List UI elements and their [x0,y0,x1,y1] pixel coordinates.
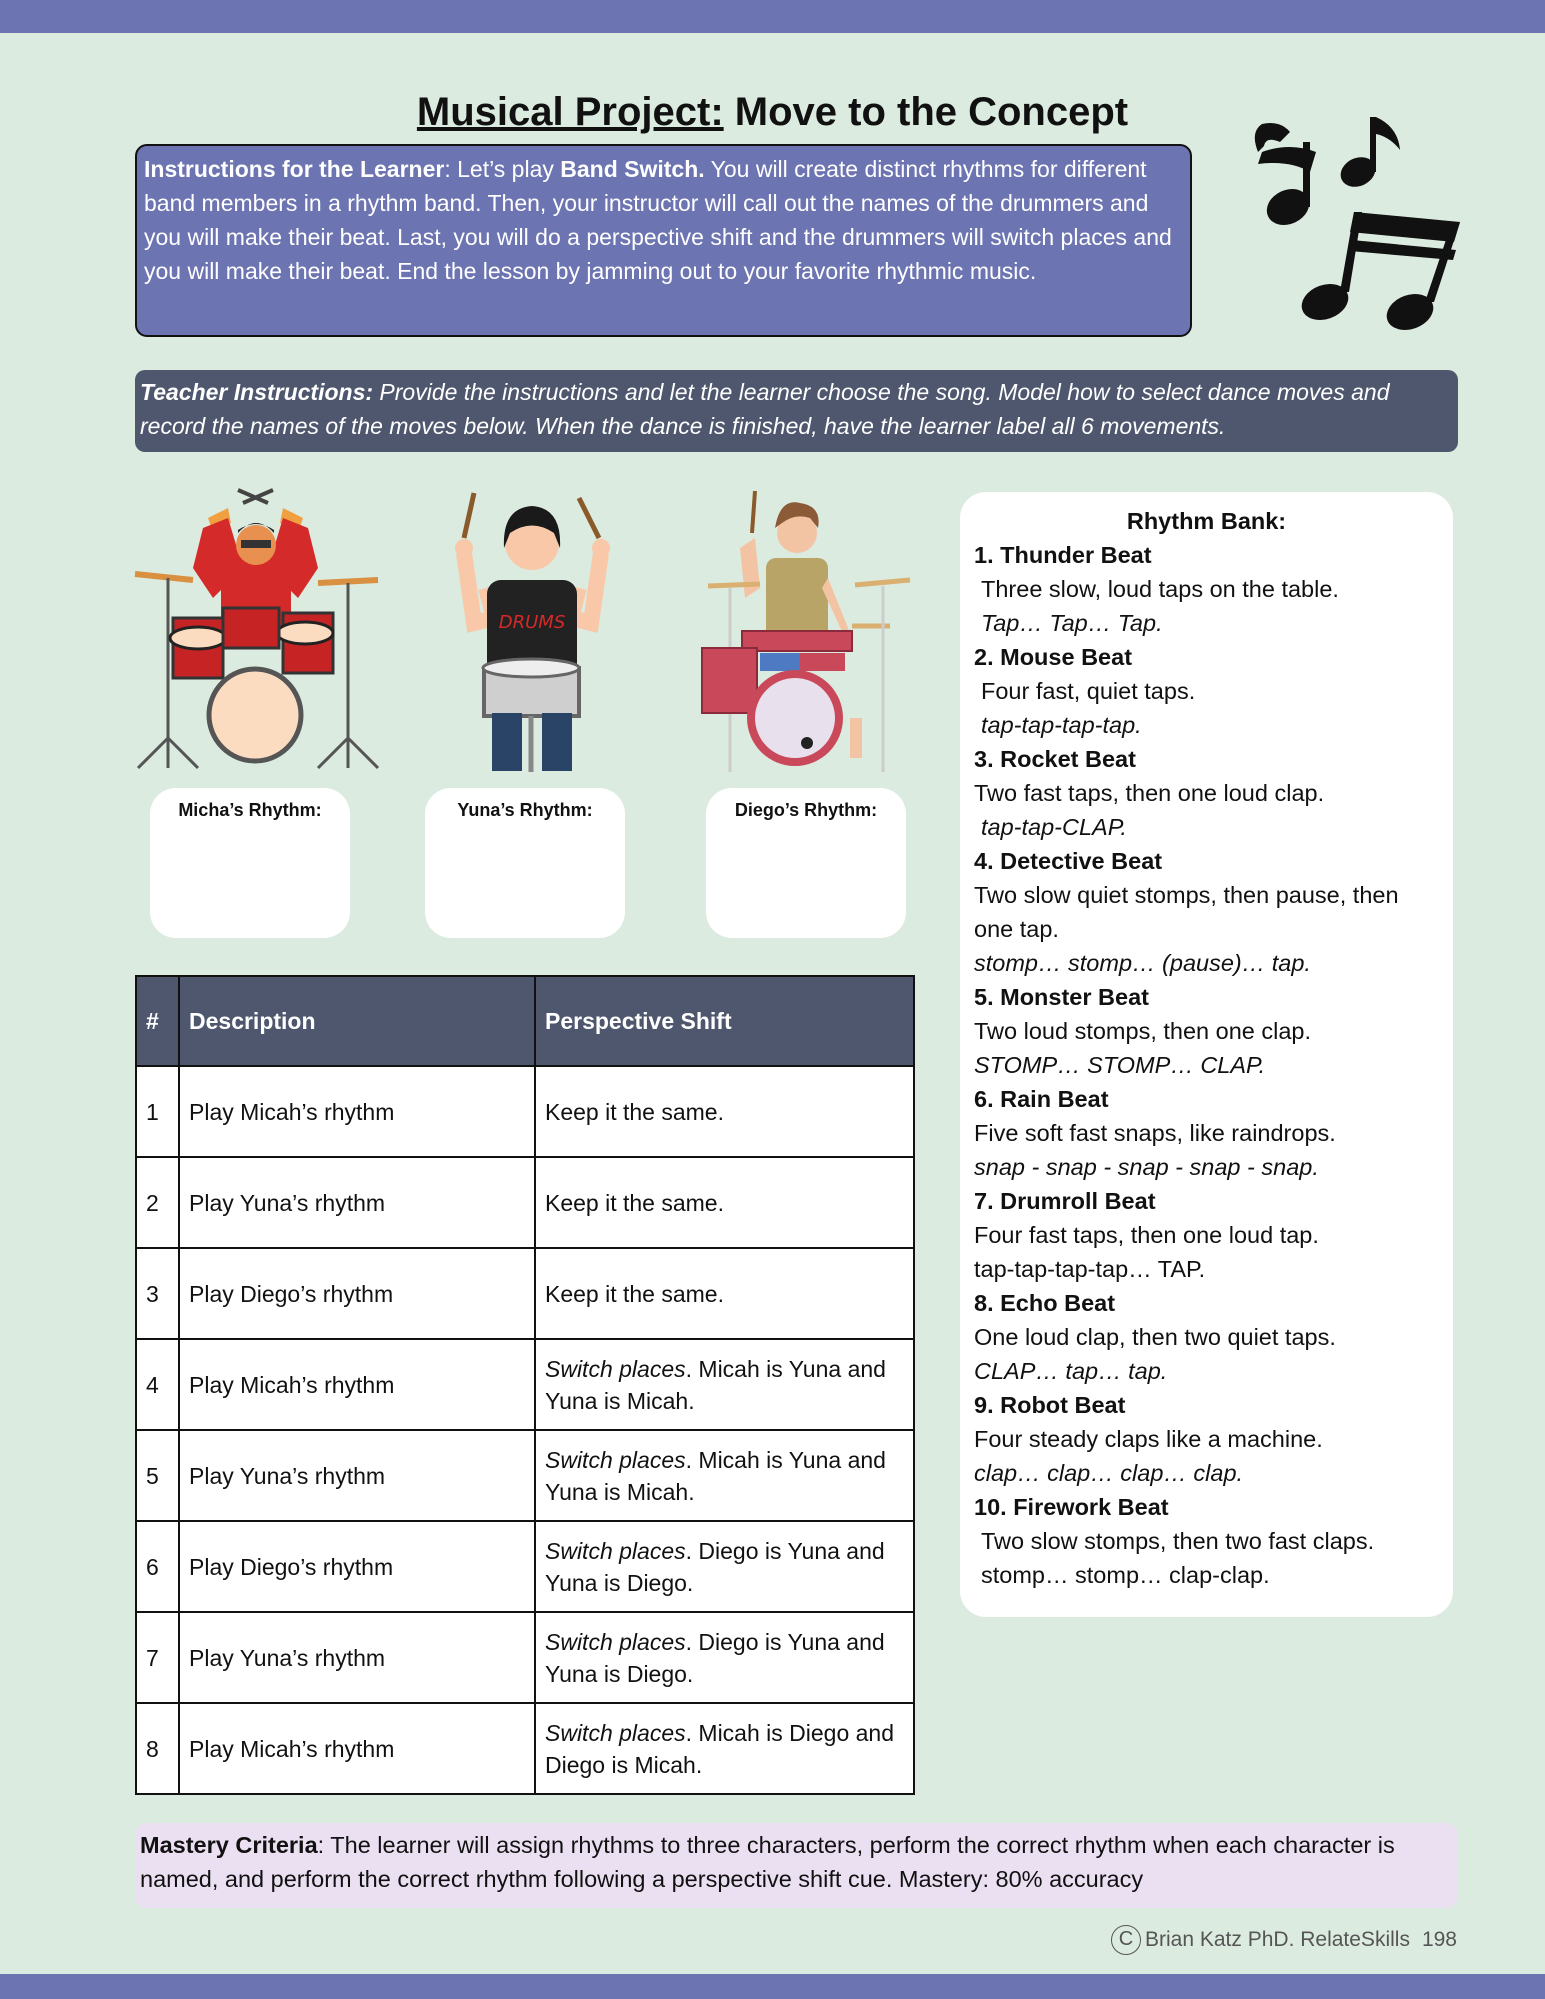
shift-emphasis: Switch places [545,1628,686,1655]
micah-rhythm-label: Micha’s Rhythm: [178,800,322,820]
row-number: 4 [136,1339,179,1430]
page-number: 198 [1421,1928,1457,1951]
mastery-criteria [135,1823,1458,1908]
rhythm-bank-item [974,1388,1439,1490]
yuna-drummer-illustration [434,488,619,772]
teacher-body: Provide the instructions and let the learner choose the song. Model how to select dance moves and record the names of the moves below. When the dance is finished, have the learner label all 6 movements. [140,379,1390,439]
row-description: Play Diego’s rhythm [179,1521,535,1612]
header-perspective-shift: Perspective Shift [535,976,914,1066]
mastery-body: : The learner will assign rhythms to three characters, perform the correct rhythm when each character is named, and perform the correct rhythm following a perspective shift cue. Mastery: 80% accuracy [140,1832,1395,1892]
shift-emphasis: Switch places [545,1355,686,1382]
row-shift [535,1703,914,1794]
row-shift [535,1066,914,1157]
yuna-rhythm-label: Yuna’s Rhythm: [457,800,593,820]
rhythm-bank-title: Rhythm Bank: [1126,508,1287,534]
learner-lead: Instructions for the Learner [144,156,445,182]
footer-author: Brian Katz PhD. RelateSkills [1145,1928,1410,1951]
music-notes-icon [1250,112,1470,337]
diego-drummer-illustration [700,488,914,772]
learner-pre: : Let’s play [444,156,561,182]
beat-description: Three slow, loud taps on the table. [981,576,1339,602]
beat-name: 1. Thunder Beat [974,542,1152,568]
table-header-row [136,976,914,1066]
beat-example: CLAP… tap… tap. [974,1358,1168,1384]
beat-example: tap-tap-CLAP. [981,814,1127,840]
rhythm-bank-item [974,1286,1439,1388]
beat-description: Four fast, quiet taps. [981,678,1196,704]
shift-text: . Micah is Diego and Diego is Micah. [545,1719,895,1778]
row-description: Play Micah’s rhythm [179,1339,535,1430]
row-description: Play Micah’s rhythm [179,1703,535,1794]
row-description: Play Yuna’s rhythm [179,1430,535,1521]
header-description: Description [179,976,535,1066]
rhythm-bank-item [974,1184,1439,1286]
beat-description: One loud clap, then two quiet taps. [974,1324,1336,1350]
shift-emphasis: Switch places [545,1537,686,1564]
rhythm-bank-item [974,742,1439,844]
shift-emphasis: Switch places [545,1446,686,1473]
table-row [136,1612,914,1703]
beat-name: 7. Drumroll Beat [974,1188,1156,1214]
row-shift [535,1521,914,1612]
row-number: 5 [136,1430,179,1521]
table-row [136,1157,914,1248]
beat-description: Two slow quiet stomps, then pause, then one tap. [974,882,1399,942]
row-number: 1 [136,1066,179,1157]
row-description: Play Yuna’s rhythm [179,1612,535,1703]
shift-text: . Micah is Yuna and Yuna is Micah. [545,1355,886,1414]
rhythm-bank-item [974,1490,1439,1592]
rhythm-bank-item [974,980,1439,1082]
table-row [136,1248,914,1339]
beat-name: 4. Detective Beat [974,848,1163,874]
row-number: 3 [136,1248,179,1339]
title-rest: Move to the Concept [723,90,1129,134]
table-row [136,1703,914,1794]
beat-example: tap-tap-tap-tap… TAP. [974,1256,1206,1282]
teacher-instructions [135,370,1458,452]
row-number: 8 [136,1703,179,1794]
rhythm-bank-item [974,844,1439,980]
table-row [136,1339,914,1430]
micah-rhythm-card[interactable] [150,788,350,938]
diego-rhythm-card[interactable] [706,788,906,938]
header-number: # [136,976,179,1066]
row-shift [535,1157,914,1248]
top-bar [0,0,1545,33]
shift-text: . Diego is Yuna and Yuna is Diego. [545,1628,885,1687]
perspective-shift-table [135,975,915,1795]
row-description: Play Micah’s rhythm [179,1066,535,1157]
row-shift [535,1339,914,1430]
footer-credit [1095,1923,1457,1957]
row-number: 6 [136,1521,179,1612]
row-shift [535,1612,914,1703]
row-number: 2 [136,1157,179,1248]
table-row [136,1430,914,1521]
bottom-bar [0,1974,1545,1999]
beat-description: Five soft fast snaps, like raindrops. [974,1120,1336,1146]
beat-description: Four steady claps like a machine. [974,1426,1323,1452]
beat-example: Tap… Tap… Tap. [981,610,1163,636]
title-bold: Musical Project: [416,90,724,134]
rhythm-bank [960,492,1453,1617]
shift-emphasis: Switch places [545,1719,686,1746]
beat-example: tap-tap-tap-tap. [981,712,1142,738]
beat-name: 9. Robot Beat [974,1392,1126,1418]
learner-body: You will create distinct rhythms for different band members in a rhythm band. Then, your instructor will call out the names of the drummers and you will make their beat. Last, you will do a perspective shift and the drummers will switch places and you will make their beat. End the lesson by jamming out to your favorite rhythmic music. [144,156,1172,284]
shirt-text: DRUMS [498,612,566,633]
beat-description: Two fast taps, then one loud clap. [974,780,1325,806]
beat-name: 2. Mouse Beat [974,644,1133,670]
row-shift [535,1248,914,1339]
table-row [136,1066,914,1157]
beat-description: Two slow stomps, then two fast claps. [981,1528,1375,1554]
diego-rhythm-label: Diego’s Rhythm: [734,800,878,820]
row-description: Play Diego’s rhythm [179,1248,535,1339]
table-row [136,1521,914,1612]
beat-example: snap - snap - snap - snap - snap. [974,1154,1319,1180]
row-number: 7 [136,1612,179,1703]
shift-text: Keep it the same. [545,1098,724,1125]
beat-example: stomp… stomp… clap-clap. [981,1562,1270,1588]
shift-text: Keep it the same. [545,1189,724,1216]
shift-text: Keep it the same. [545,1280,724,1307]
beat-name: 5. Monster Beat [974,984,1149,1010]
beat-description: Four fast taps, then one loud tap. [974,1222,1319,1248]
copyright-icon: C [1111,1925,1141,1955]
shift-text: . Micah is Yuna and Yuna is Micah. [545,1446,886,1505]
beat-name: 3. Rocket Beat [974,746,1136,772]
beat-example: stomp… stomp… (pause)… tap. [974,950,1311,976]
beat-name: 6. Rain Beat [974,1086,1109,1112]
shift-text: . Diego is Yuna and Yuna is Diego. [545,1537,885,1596]
rhythm-bank-item [974,538,1439,640]
micah-drummer-illustration [133,488,379,772]
game-name: Band Switch. [560,156,705,182]
row-shift [535,1430,914,1521]
beat-name: 10. Firework Beat [974,1494,1169,1520]
beat-description: Two loud stomps, then one clap. [974,1018,1312,1044]
rhythm-bank-item [974,640,1439,742]
row-description: Play Yuna’s rhythm [179,1157,535,1248]
learner-instructions [135,144,1192,337]
beat-name: 8. Echo Beat [974,1290,1116,1316]
rhythm-bank-item [974,1082,1439,1184]
beat-example: clap… clap… clap… clap. [974,1460,1244,1486]
mastery-lead: Mastery Criteria [140,1832,318,1858]
teacher-lead: Teacher Instructions: [140,379,374,405]
beat-example: STOMP… STOMP… CLAP. [974,1052,1266,1078]
yuna-rhythm-card[interactable] [425,788,625,938]
